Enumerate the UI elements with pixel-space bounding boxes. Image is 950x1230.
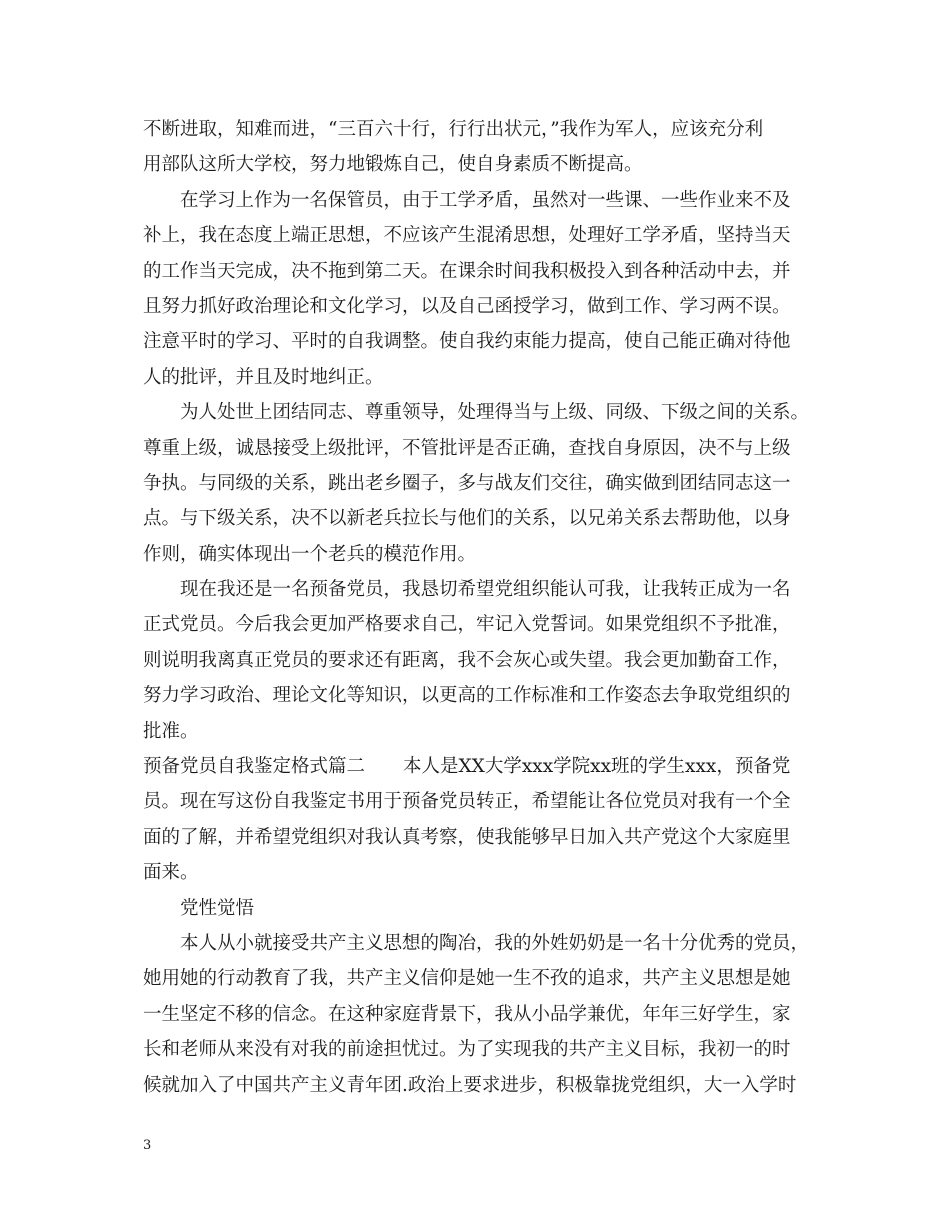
paragraph-start-line: 在学习上作为一名保管员，由于工学矛盾，虽然对一些课、一些作业来不及 xyxy=(180,189,791,211)
text-line: 面的了解，并希望党组织对我认真考察，使我能够早日加入共产党这个大家庭里 xyxy=(143,826,791,848)
text-line: 一生坚定不移的信念。在这种家庭背景下，我从小品学兼优，年年三好学生，家 xyxy=(143,1003,791,1025)
text-line: 尊重上级，诚恳接受上级批评，不管批评是否正确，查找自身原因，决不与上级 xyxy=(143,437,791,459)
text-line: 不断进取，知难而进，“三百六十行，行行出状元，”我作为军人，应该充分利 xyxy=(143,119,764,140)
text-line: 争执。与同级的关系，跳出老乡圈子，多与战友们交往，确实做到团结同志这一 xyxy=(143,472,791,494)
section-title: 预备党员自我鉴定格式篇二 xyxy=(143,756,366,778)
text-line: 努力学习政治、理论文化等知识，以更高的工作标准和工作姿态去争取党组织的 xyxy=(143,685,791,707)
text-line: 且努力抓好政治理论和文化学习，以及自己函授学习，做到工作、学习两不误。 xyxy=(143,295,791,317)
text-line: 点。与下级关系，决不以新老兵拉长与他们的关系，以兄弟关系去帮助他，以身 xyxy=(143,508,791,530)
section-first-line: 本人是XX大学xxx学院xx班的学生xxx，预备党 xyxy=(403,756,791,778)
text-line: 批准。 xyxy=(143,720,199,742)
text-line: 候就加入了中国共产主义青年团.政治上要求进步，积极靠拢党组织，大一入学时 xyxy=(143,1074,797,1096)
text-line: 则说明我离真正党员的要求还有距离，我不会灰心或失望。我会更加勤奋工作， xyxy=(143,649,791,671)
text-line: 的工作当天完成，决不拖到第二天。在课余时间我积极投入到各种活动中去，并 xyxy=(143,260,791,282)
heading: 党性觉悟 xyxy=(180,897,255,919)
paragraph-start-line: 为人处世上团结同志、尊重领导，处理得当与上级、同级、下级之间的关系。 xyxy=(180,402,810,424)
text-line: 注意平时的学习、平时的自我调整。使自我约束能力提高，使自己能正确对待他 xyxy=(143,331,791,353)
text-line: 作则，确实体现出一个老兵的模范作用。 xyxy=(143,543,477,565)
page-number: 3 xyxy=(143,1138,152,1153)
text-line: 面来。 xyxy=(143,862,199,884)
document-body xyxy=(143,112,815,1103)
text-line: 补上，我在态度上端正思想，不应该产生混淆思想，处理好工学矛盾，坚持当天 xyxy=(143,225,791,247)
text-line: 人的批评，并且及时地纠正。 xyxy=(143,366,384,388)
text-line: 她用她的行动教育了我，共产主义信仰是她一生不孜的追求，共产主义思想是她 xyxy=(143,968,791,990)
section-title-line xyxy=(143,749,815,784)
paragraph-start-line: 现在我还是一名预备党员，我恳切希望党组织能认可我，让我转正成为一名 xyxy=(180,579,791,601)
paragraph-start-line: 本人从小就接受共产主义思想的陶冶，我的外姓奶奶是一名十分优秀的党员， xyxy=(180,932,810,954)
text-line: 正式党员。今后我会更加严格要求自己，牢记入党誓词。如果党组织不予批准， xyxy=(143,614,791,636)
text-line: 长和老师从来没有对我的前途担忧过。为了实现我的共产主义目标，我初一的时 xyxy=(143,1039,791,1061)
text-line: 用部队这所大学校，努力地锻炼自己，使自身素质不断提高。 xyxy=(143,154,643,176)
text-line: 员。现在写这份自我鉴定书用于预备党员转正，希望能让各位党员对我有一个全 xyxy=(143,791,791,813)
